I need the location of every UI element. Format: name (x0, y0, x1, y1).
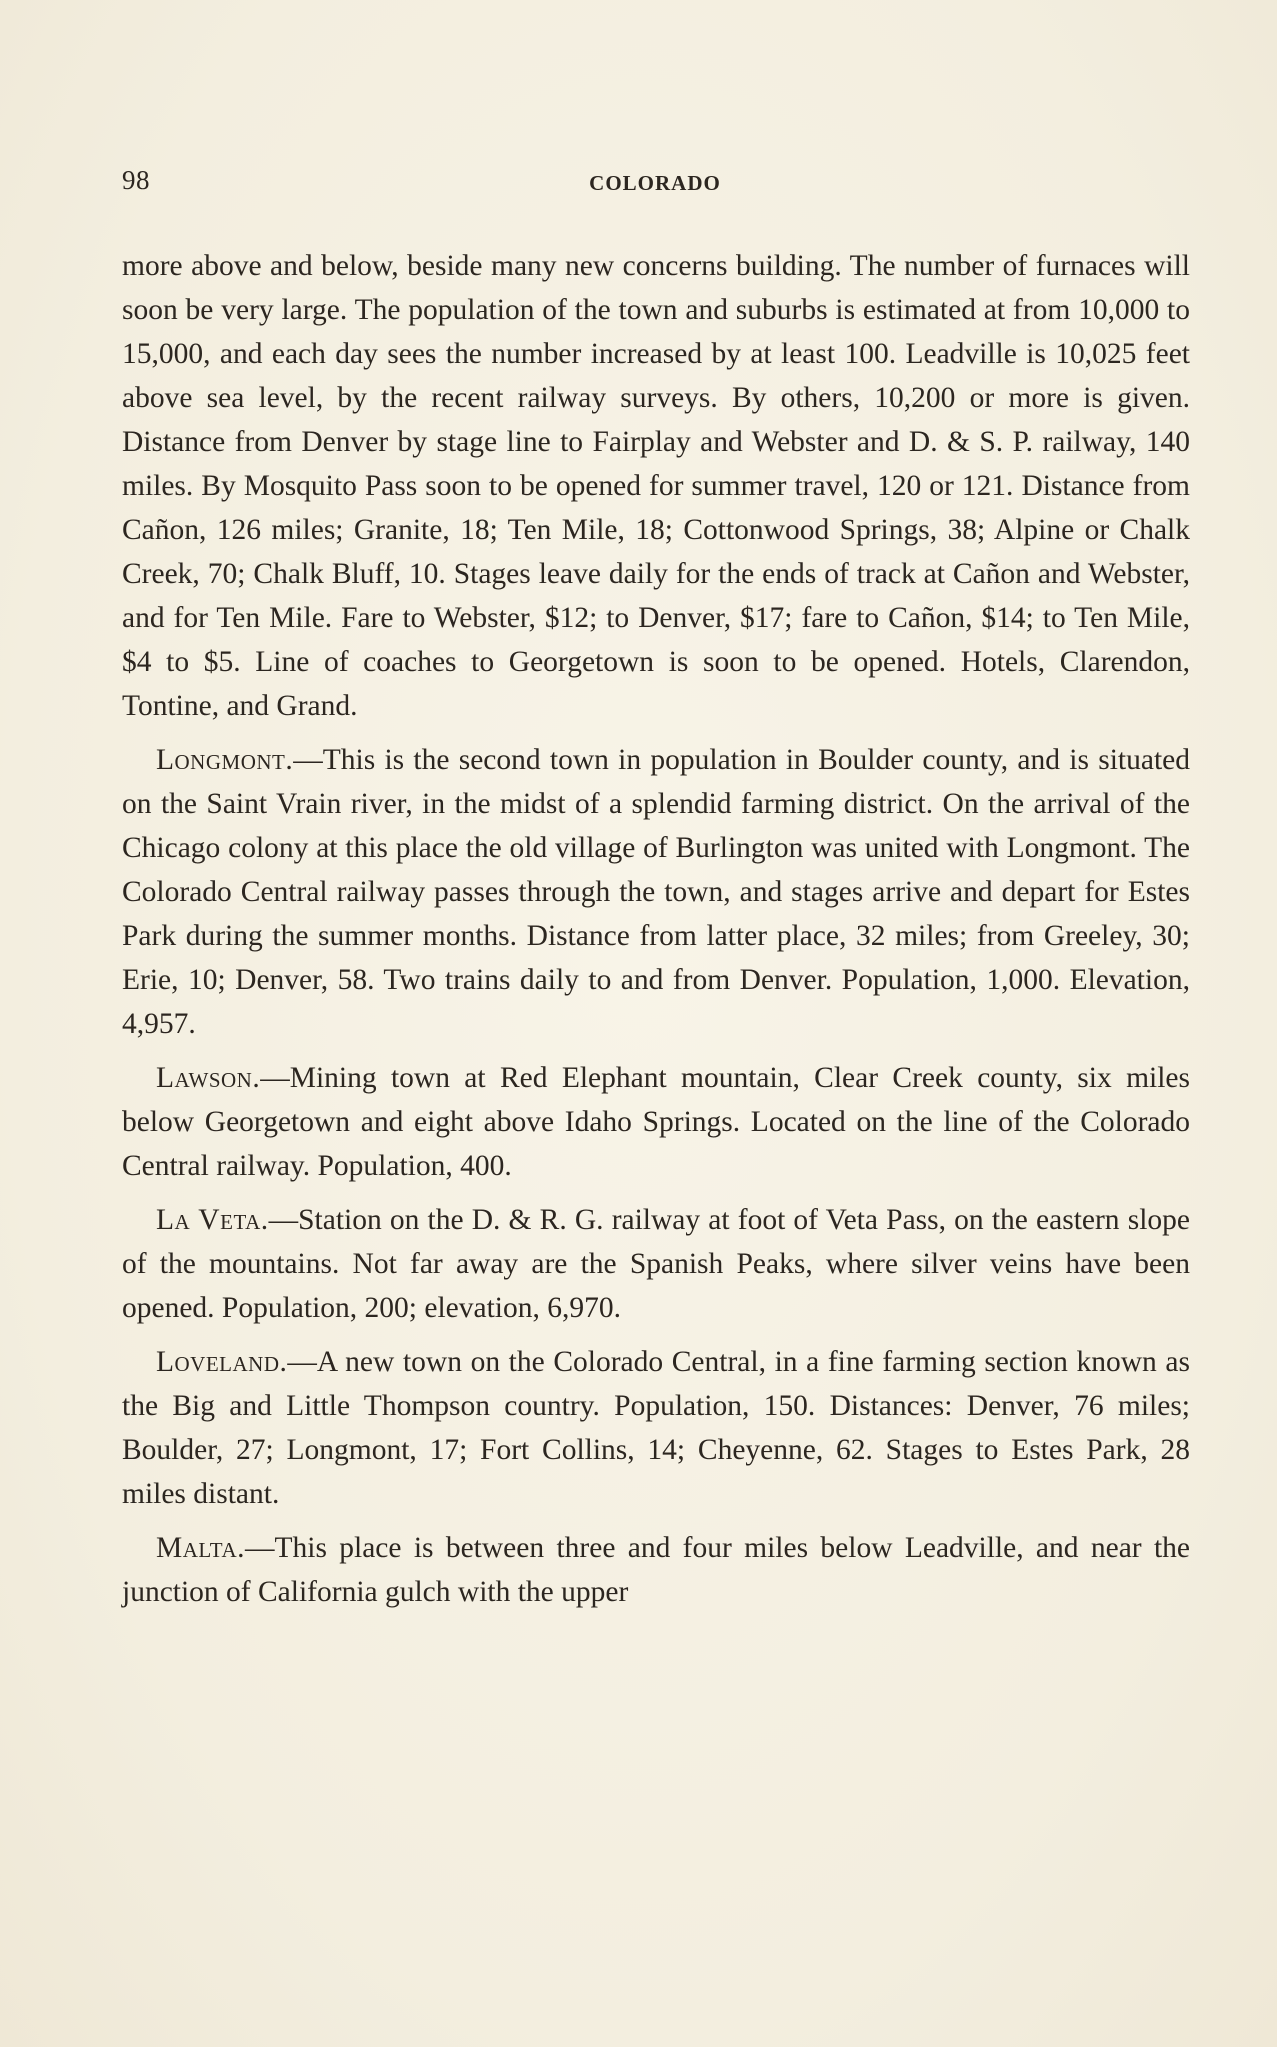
paragraph-loveland (122, 1340, 1190, 1516)
paragraph-text: —This place is between three and four miles below Leadville, and near the junction of California gulch with the upper (122, 1532, 1190, 1608)
running-title: COLORADO (589, 171, 721, 195)
paragraph-la-veta (122, 1198, 1190, 1330)
paragraph-malta (122, 1526, 1190, 1614)
entry-heading-la-veta: La Veta. (156, 1204, 269, 1236)
paragraph-text: —A new town on the Colorado Central, in a fine farming section known as the Big and Little Thompson country. Population, 150. Distances: Denver, 76 miles; Boulder, 27; Longmont, 17; Fort Collins, 14; Cheyenne, 62. Stages to Estes Park, 28 miles distant. (122, 1346, 1190, 1510)
paragraph-text: —Station on the D. & R. G. railway at foot of Veta Pass, on the eastern slope of the mountains. Not far away are the Spanish Peaks, where silver veins have been opened. Population, 200; elevation, 6,970. (122, 1204, 1190, 1324)
entry-heading-longmont: Longmont. (156, 744, 294, 776)
paragraph-text: more above and below, beside many new concerns building. The number of furnaces will soon be very large. The population of the town and suburbs is estimated at from 10,000 to 15,000, and each day sees the number increased by at least 100. Leadville is 10,025 feet above sea level, by the recent railway surveys. By others, 10,200 or more is given. Distance from Denver by stage line to Fairplay and Webster and D. & S. P. railway, 140 miles. By Mosquito Pass soon to be opened for summer travel, 120 or 121. Distance from Cañon, 126 miles; Granite, 18; Ten Mile, 18; Cottonwood Springs, 38; Alpine or Chalk Creek, 70; Chalk Bluff, 10. Stages leave daily for the ends of track at Cañon and Webster, and for Ten Mile. Fare to Webster, $12; to Denver, $17; fare to Cañon, $14; to Ten Mile, $4 to $5. Line of coaches to Georgetown is soon to be opened. Hotels, Clarendon, Tontine, and Grand. (122, 250, 1190, 722)
paragraph-longmont (122, 738, 1190, 1046)
entry-heading-lawson: Lawson. (156, 1062, 261, 1094)
paragraph-lawson (122, 1056, 1190, 1188)
paragraph-text: —Mining town at Red Elephant mountain, Clear Creek county, six miles below Georgetown and eight above Idaho Springs. Located on the line of the Colorado Central railway. Population, 400. (122, 1062, 1190, 1182)
body-text (122, 244, 1190, 1624)
paragraph-text: —This is the second town in population in Boulder county, and is situated on the Saint Vrain river, in the midst of a splendid farming district. On the arrival of the Chicago colony at this place the old village of Burlington was united with Longmont. The Colorado Central railway passes through the town, and stages arrive and depart for Estes Park during the summer months. Distance from latter place, 32 miles; from Greeley, 30; Erie, 10; Denver, 58. Two trains daily to and from Denver. Population, 1,000. Elevation, 4,957. (122, 744, 1190, 1040)
entry-heading-loveland: Loveland. (156, 1346, 288, 1378)
running-head (122, 165, 1188, 205)
paragraph-leadville-continued (122, 244, 1190, 728)
page-number: 98 (122, 165, 150, 195)
entry-heading-malta: Malta. (156, 1532, 245, 1564)
